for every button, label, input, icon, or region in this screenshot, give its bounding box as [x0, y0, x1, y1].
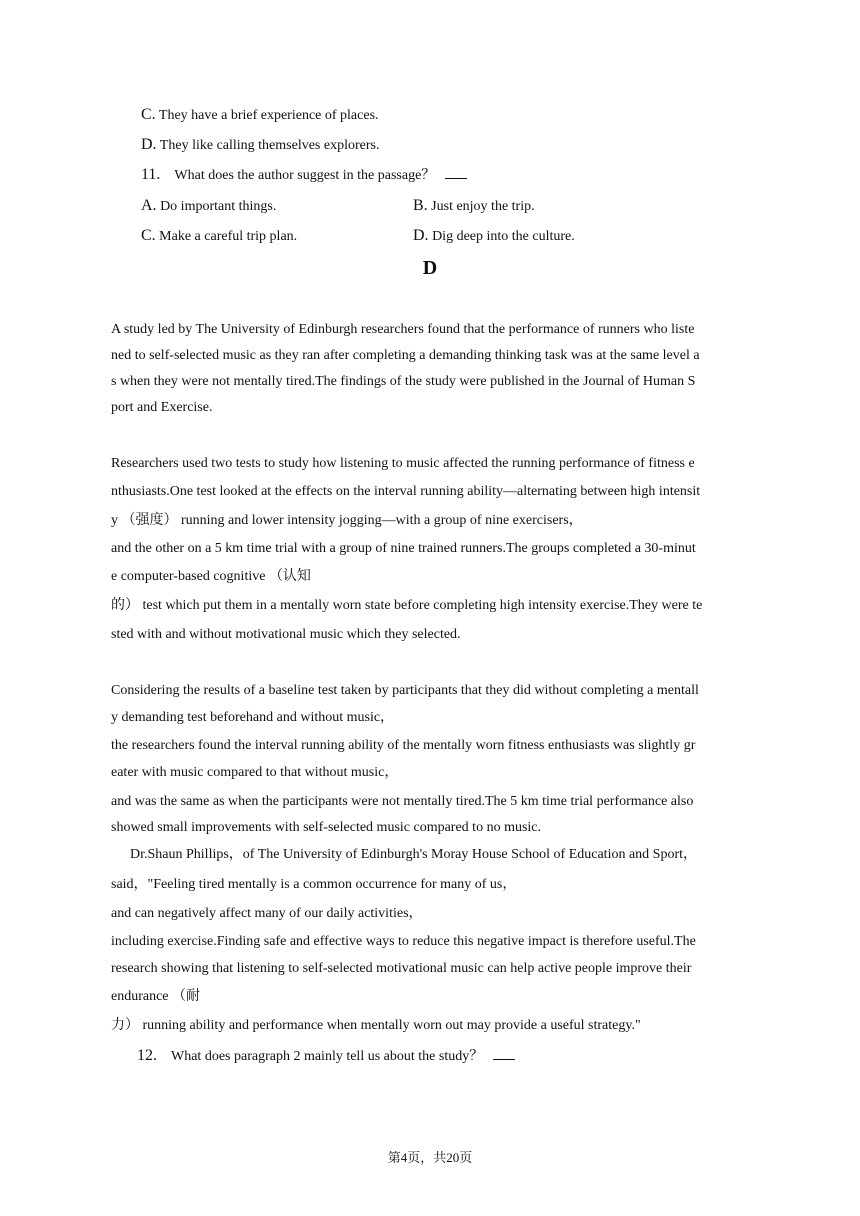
option-letter: C. — [141, 106, 156, 123]
passage-line: research showing that listening to self-selected motivational music can help active people improve their — [111, 961, 692, 976]
passage-line: s when they were not mentally tired.The findings of the study were published in the Journal of Human S — [111, 374, 696, 389]
question-text: What does the author suggest in the passage？ — [174, 168, 436, 183]
passage-line: eater with music compared to that without music， — [111, 765, 399, 780]
page-footer: 第4页，共20页 — [387, 1150, 473, 1165]
passage-line: endurance （耐 — [111, 989, 201, 1004]
option-text: They have a brief experience of places. — [155, 108, 379, 123]
option-letter: D. — [141, 136, 157, 153]
answer-blank — [445, 166, 467, 179]
q11-option-c — [141, 227, 297, 246]
option-letter: B. — [413, 197, 428, 214]
option-letter: D. — [413, 227, 429, 244]
passage-line: and was the same as when the participants were not mentally tired.The 5 km time trial performance also — [111, 794, 694, 809]
passage-line: y （强度） running and lower intensity jogging—with a group of nine exercisers， — [111, 513, 583, 528]
passage-line: y demanding test beforehand and without music， — [111, 710, 395, 725]
passage-line: sted with and without motivational music which they selected. — [111, 627, 461, 642]
passage-line: Considering the results of a baseline test taken by participants that they did without completing a mentall — [111, 683, 699, 698]
section-heading: D — [422, 257, 438, 279]
passage-line: and can negatively affect many of our daily activities， — [111, 906, 423, 921]
question-number: 12. — [137, 1047, 157, 1064]
q11-option-d — [413, 227, 575, 246]
option-letter: A. — [141, 197, 157, 214]
passage-line: port and Exercise. — [111, 400, 213, 415]
passage-line: 力） running ability and performance when mentally worn out may provide a useful strategy." — [111, 1018, 641, 1033]
q11-stem — [141, 166, 467, 185]
passage-line: 的） test which put them in a mentally worn state before completing high intensity exercise.They were te — [111, 598, 703, 613]
q10-option-c — [141, 106, 379, 125]
q12-stem — [137, 1047, 515, 1066]
q11-option-b — [413, 197, 535, 216]
passage-line: the researchers found the interval running ability of the mentally worn fitness enthusiasts was slightly gr — [111, 738, 696, 753]
option-letter: C. — [141, 227, 156, 244]
q10-option-d — [141, 136, 379, 155]
passage-line: A study led by The University of Edinburgh researchers found that the performance of runners who liste — [111, 322, 695, 337]
passage-line: Dr.Shaun Phillips，of The University of Edinburgh's Moray House School of Education and Sport， — [130, 847, 698, 862]
option-text: They like calling themselves explorers. — [156, 138, 380, 153]
question-number: 11. — [141, 166, 161, 183]
passage-line: nthusiasts.One test looked at the effects on the interval running ability—alternating between high intensit — [111, 484, 701, 499]
option-text: Make a careful trip plan. — [155, 229, 298, 244]
question-text: What does paragraph 2 mainly tell us about the study？ — [171, 1049, 484, 1064]
q11-option-a — [141, 197, 276, 216]
passage-line: including exercise.Finding safe and effective ways to reduce this negative impact is therefore useful.The — [111, 934, 696, 949]
option-text: Do important things. — [156, 199, 277, 214]
passage-line: ned to self-selected music as they ran after completing a demanding thinking task was at the same level a — [111, 348, 700, 363]
option-text: Dig deep into the culture. — [428, 229, 575, 244]
passage-line: showed small improvements with self-selected music compared to no music. — [111, 820, 542, 835]
passage-line: Researchers used two tests to study how listening to music affected the running performance of fitness e — [111, 456, 695, 471]
option-text: Just enjoy the trip. — [427, 199, 535, 214]
passage-line: e computer-based cognitive （认知 — [111, 569, 311, 584]
passage-line: said，"Feeling tired mentally is a common occurrence for many of us， — [111, 877, 517, 892]
passage-line: and the other on a 5 km time trial with a group of nine trained runners.The groups completed a 30-minut — [111, 541, 696, 556]
answer-blank — [493, 1047, 515, 1060]
